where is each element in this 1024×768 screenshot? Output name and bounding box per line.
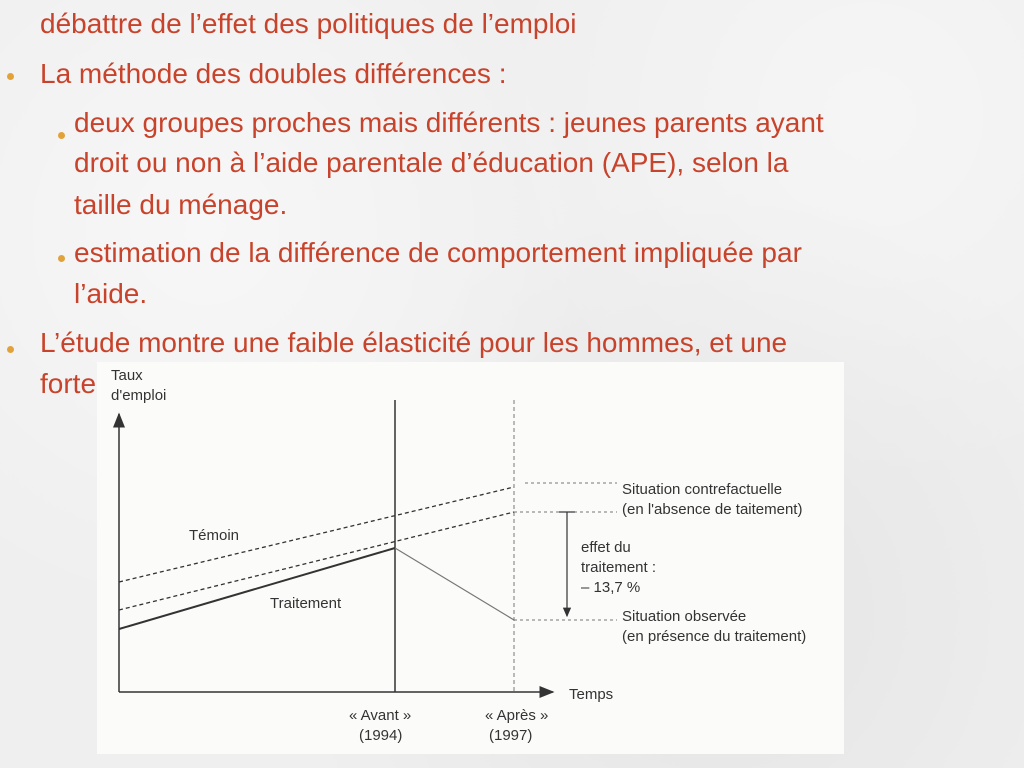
- subpoint-groups-line1: deux groupes proches mais différents : jeunes parents ayant: [74, 107, 824, 138]
- sub-bullet-icon: [58, 132, 65, 139]
- treatment-line-after: [395, 548, 514, 620]
- study-bullet-line1: L’étude montre une faible élasticité pour les hommes, et une: [40, 327, 788, 358]
- observed-label-line2: (en présence du traitement): [622, 628, 807, 645]
- effect-label-line1: effet du: [581, 539, 631, 556]
- effect-label-line3: – 13,7 %: [581, 579, 641, 596]
- subpoint-groups-line2: droit ou non à l’aide parentale d’éducation (APE), selon la: [74, 147, 789, 178]
- counterfactual-label-line1: Situation contrefactuelle: [622, 481, 783, 498]
- subpoint-estimation-line2: l’aide.: [74, 278, 148, 309]
- sub-bullet-icon: [58, 255, 65, 262]
- tick-after-year: (1997): [489, 727, 533, 744]
- x-axis-label: Temps: [569, 686, 614, 703]
- diagram-svg: [97, 362, 844, 754]
- intro-line: débattre de l’effet des politiques de l’emploi: [40, 8, 577, 39]
- subpoint-estimation-line1: estimation de la différence de comportement impliquée par: [74, 237, 802, 268]
- double-difference-figure: [97, 362, 844, 754]
- bullet-icon: [7, 73, 14, 80]
- method-bullet-text: La méthode des doubles différences :: [40, 58, 507, 89]
- effect-label-line2: traitement :: [581, 559, 657, 576]
- tick-after-label: « Après »: [485, 707, 549, 724]
- tick-before-year: (1994): [359, 727, 403, 744]
- y-axis-label-line2: d'emploi: [111, 387, 167, 404]
- subpoint-groups-line3: taille du ménage.: [74, 189, 288, 220]
- control-group-label: Témoin: [189, 527, 240, 544]
- treatment-group-label: Traitement: [270, 595, 342, 612]
- control-group-line: [119, 487, 514, 582]
- tick-before-label: « Avant »: [349, 707, 412, 724]
- observed-label-line1: Situation observée: [622, 608, 747, 625]
- y-axis-label-line1: Taux: [111, 367, 143, 384]
- counterfactual-label-line2: (en l'absence de taitement): [622, 501, 803, 518]
- bullet-icon: [7, 346, 14, 353]
- study-bullet-line2: forte: [40, 368, 97, 399]
- treatment-line-before: [119, 548, 395, 629]
